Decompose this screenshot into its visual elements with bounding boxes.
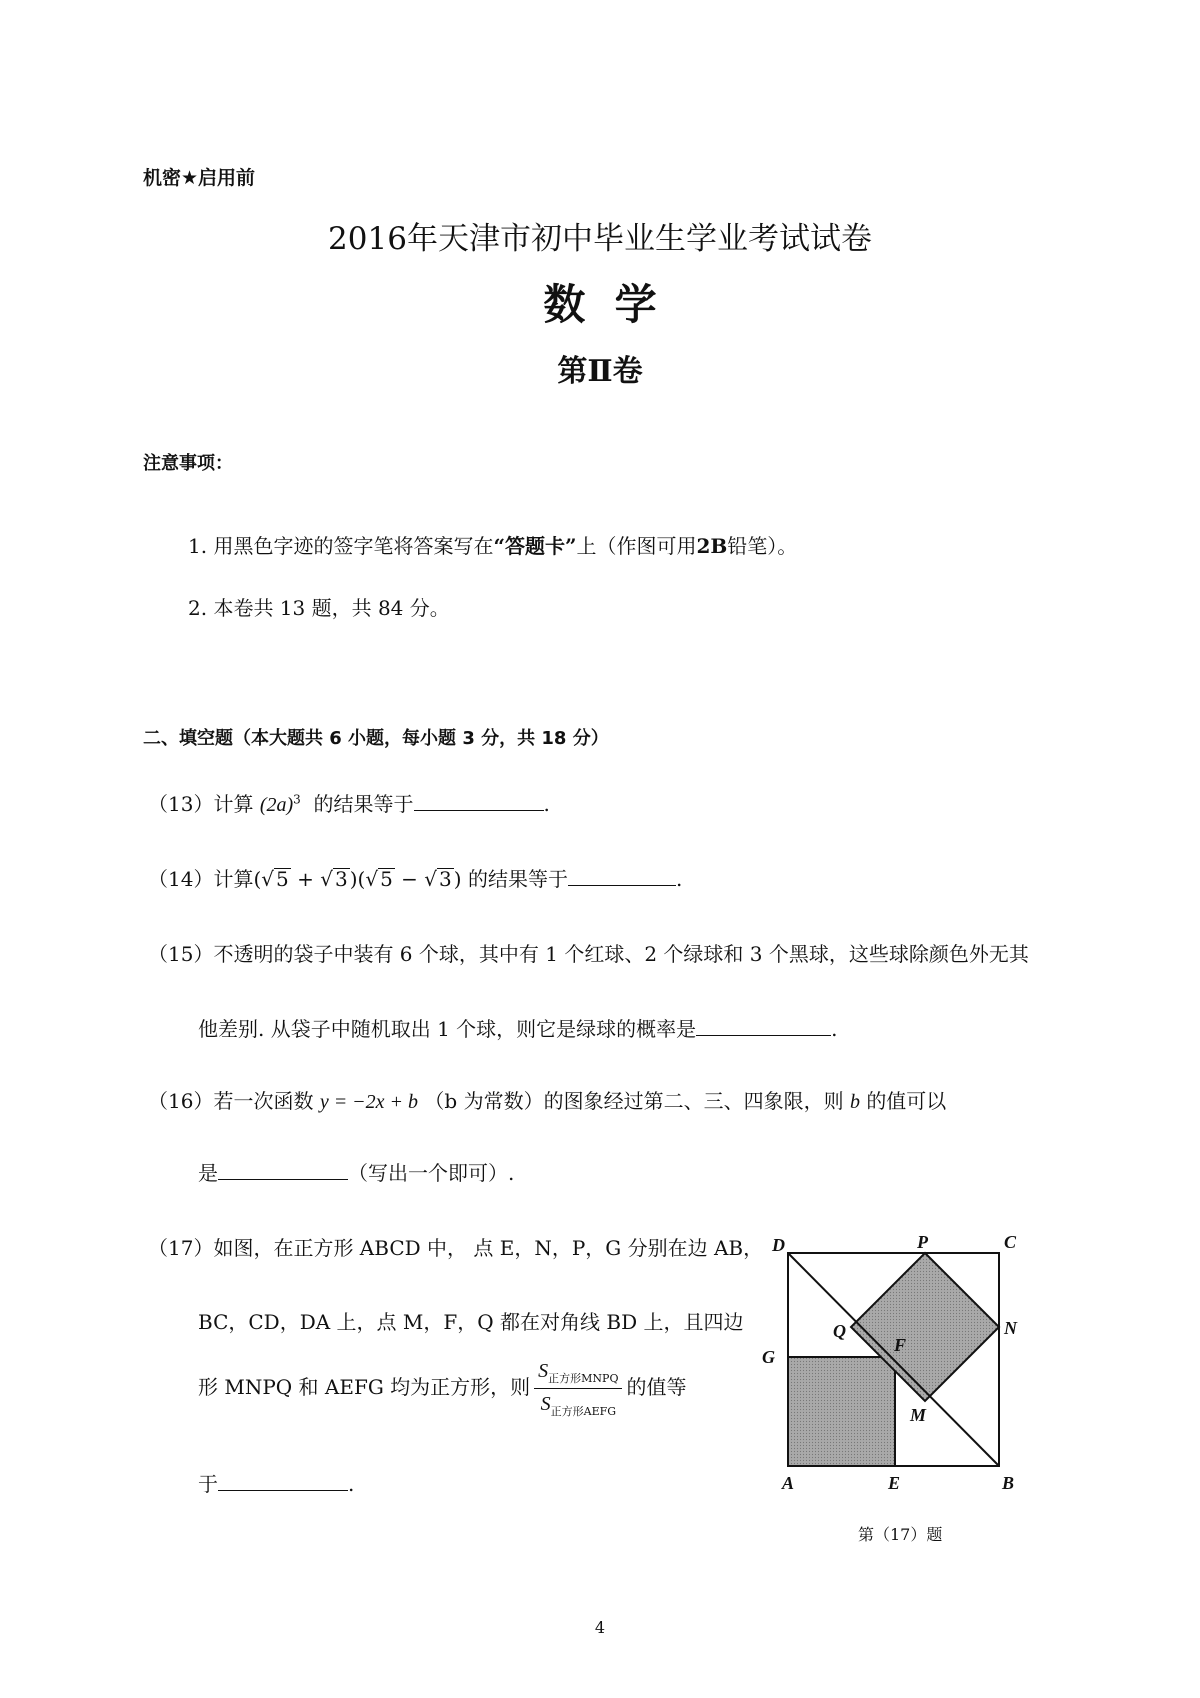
q17-line3-post: 的值等 (626, 1375, 687, 1399)
q14-end: . (675, 867, 683, 891)
q14-radicand-2: 3 (334, 867, 348, 891)
q13-exponent: 3 (293, 792, 301, 807)
figure-caption: 第（17）题 (858, 1525, 943, 1544)
frac-num-subscript: 正方形MNPQ (548, 1372, 619, 1385)
frac-den-subscript: 正方形AEFG (550, 1405, 617, 1418)
q14-mid: )( (349, 867, 366, 891)
q17-number: （17） (148, 1236, 214, 1260)
q13-pre: 计算 (213, 792, 254, 816)
q14-plus: + (290, 867, 321, 891)
q13-number: （13） (148, 792, 214, 816)
q14-answer-blank[interactable] (568, 865, 676, 886)
question-14: （14）计算(√ 5 + √ 3 )(√ 5 − √ 3 ) 的结果等于 . (148, 867, 683, 891)
question-13 (148, 788, 550, 817)
q14-number: （14） (148, 867, 214, 891)
q14-close: ) (453, 867, 462, 891)
label-p: P (917, 1232, 928, 1252)
pencil-grade: 2B (696, 534, 728, 558)
label-n: N (1004, 1318, 1017, 1338)
q14-minus: − (394, 867, 425, 891)
square-figure (760, 1225, 1040, 1515)
notes-item-1 (188, 530, 797, 559)
label-d: D (772, 1235, 785, 1255)
q17-line3-pre: 形 MNPQ 和 AEFG 均为正方形，则 (198, 1375, 531, 1399)
notes-item-1-end: 铅笔）。 (727, 534, 798, 558)
q13-end: . (543, 792, 550, 816)
question-15-line-1 (148, 938, 1029, 967)
question-17-line-3 (198, 1358, 686, 1419)
q15-line1: 不透明的袋子中装有 6 个球，其中有 1 个红球、2 个绿球和 3 个黑球，这些球除颜色外无其 (213, 942, 1029, 966)
q14-radicand-1: 5 (276, 867, 289, 891)
question-15-line-2 (198, 1013, 838, 1042)
q13-expression: (2a) (259, 794, 294, 816)
q14-open: ( (253, 867, 262, 891)
q16-line2-post: （写出一个即可）. (348, 1161, 515, 1185)
q16-pre: 若一次函数 (213, 1089, 314, 1113)
label-b: B (1002, 1473, 1015, 1493)
q16-function: y = −2x + b (319, 1091, 419, 1113)
q15-line2: 他差别. 从袋子中随机取出 1 个球，则它是绿球的概率是 (198, 1017, 697, 1041)
q14-pre: 计算 (213, 867, 254, 891)
notes-item-1-text: 1. 用黑色字迹的签字笔将答案写在 (188, 534, 494, 558)
notes-heading: 注意事项： (143, 453, 233, 474)
q13-post: 的结果等于 (313, 792, 414, 816)
q15-answer-blank[interactable] (696, 1015, 831, 1036)
q14-post: 的结果等于 (467, 867, 568, 891)
question-17-line-1 (148, 1232, 763, 1261)
label-a: A (782, 1473, 795, 1493)
subject-title: 数 学 (543, 280, 657, 329)
notes-item-2: 2. 本卷共 13 题，共 84 分。 (188, 596, 450, 620)
answer-card-term: “答题卡” (493, 534, 577, 558)
label-m: M (910, 1405, 927, 1425)
q16-var-b: b (849, 1091, 860, 1113)
question-17-line-2: BC，CD，DA 上，点 M，F，Q 都在对角线 BD 上，且四边 (198, 1310, 744, 1334)
question-16-line-1 (148, 1085, 946, 1114)
label-e: E (888, 1473, 901, 1493)
q15-end: . (831, 1017, 838, 1041)
q16-number: （16） (148, 1089, 214, 1113)
q17-line4: 于 (198, 1472, 218, 1496)
q14-radicand-3: 5 (380, 867, 393, 891)
page-number: 4 (594, 1618, 606, 1637)
label-q: Q (833, 1321, 846, 1341)
q14-radicand-4: 3 (439, 867, 452, 891)
q13-answer-blank[interactable] (414, 790, 544, 811)
exam-title: 2016年天津市初中毕业生学业考试试卷 (328, 221, 872, 257)
q15-number: （15） (148, 942, 214, 966)
notes-item-1-mid: 上（作图可用 (576, 534, 697, 558)
secret-label: 机密★启用前 (143, 167, 256, 189)
label-f: F (894, 1335, 907, 1355)
q17-line1: 如图，在正方形 ABCD 中， 点 E，N，P，G 分别在边 AB， (213, 1236, 764, 1260)
q17-end: . (348, 1472, 355, 1496)
label-g: G (762, 1347, 775, 1367)
q16-answer-blank[interactable] (218, 1159, 348, 1180)
frac-den-s: S (540, 1393, 551, 1415)
frac-num-s: S (538, 1360, 549, 1382)
q17-answer-blank[interactable] (218, 1470, 348, 1491)
square-aefg (788, 1357, 895, 1466)
q16-post: 的值可以 (866, 1089, 947, 1113)
section-heading: 二、填空题（本大题共 6 小题，每小题 3 分，共 18 分） (143, 728, 609, 749)
paper-part: 第Ⅱ卷 (557, 354, 643, 389)
question-17-line-4 (198, 1468, 354, 1497)
q16-mid: （b 为常数）的图象经过第二、三、四象限，则 (424, 1089, 844, 1113)
area-ratio-fraction (534, 1358, 622, 1419)
q16-line2-pre: 是 (198, 1161, 218, 1185)
question-16-line-2 (198, 1157, 514, 1186)
label-c: C (1004, 1232, 1017, 1252)
